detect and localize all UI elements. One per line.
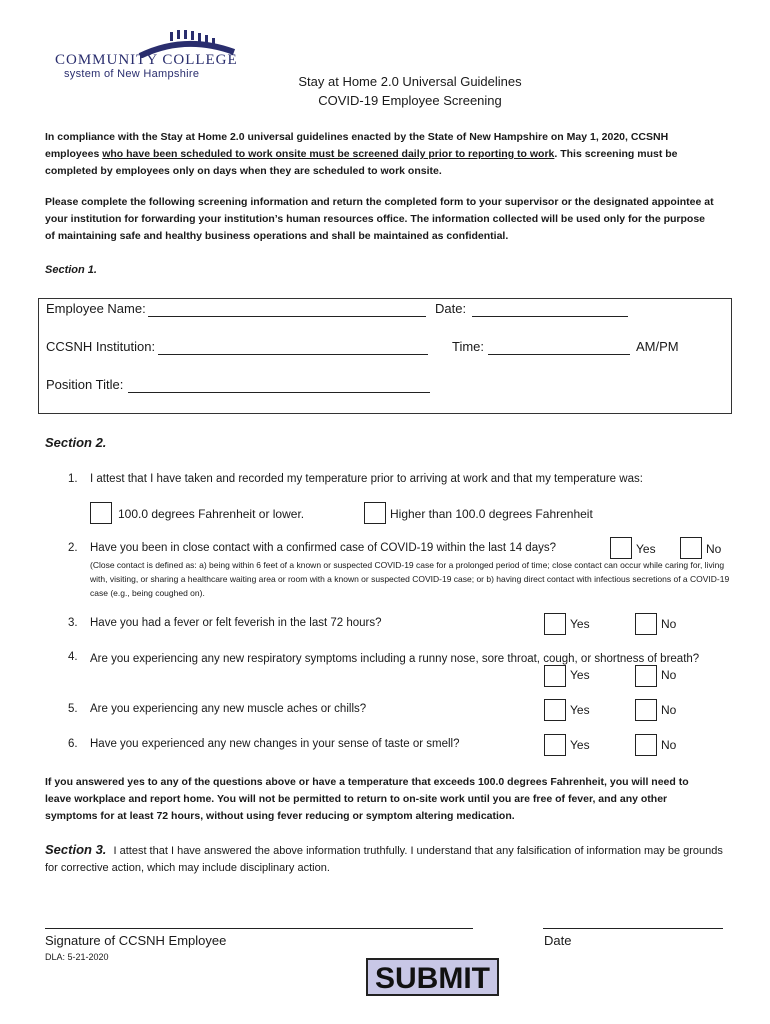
q2-yes-checkbox[interactable] [610,537,632,559]
q6-yes-checkbox[interactable] [544,734,566,756]
temp-low-label: 100.0 degrees Fahrenheit or lower. [118,507,305,521]
date-label: Date: [435,301,467,316]
time-field[interactable] [488,354,630,355]
signature-date-line[interactable] [543,928,723,929]
q6-number: 6. [68,738,78,750]
q5-yes-checkbox[interactable] [544,699,566,721]
logo-subtitle: system of New Hampshire [64,68,200,80]
q3-yes-checkbox[interactable] [544,613,566,635]
employee-name-field[interactable] [148,316,426,317]
q3-yes-label: Yes [570,617,590,631]
q2-text: Have you been in close contact with a confirmed case of COVID-19 within the last 14 days? [90,542,556,554]
q5-no-checkbox[interactable] [635,699,657,721]
fever-warning-text: If you answered yes to any of the questions above or have a temperature that exceeds 100.0 degrees Fahrenheit, you will need to leave workplace and report home. You will not be permitted to return to on-site work until you are free of fever, and any other symptoms for at least 72 hours, without using fever reducing or symptom altering medication. [45,776,689,822]
q5-yes-label: Yes [570,703,590,717]
form-footer-code: DLA: 5-21-2020 [45,952,109,962]
q4-number: 4. [68,651,78,663]
section-3-text: I attest that I have answered the above information truthfully. I understand that any falsification of information may be grounds for corrective action, which may include disciplinary action. [45,845,723,874]
temp-low-checkbox[interactable] [90,502,112,524]
q1-text: I attest that I have taken and recorded my temperature prior to arriving at work and that my temperature was: [90,473,643,485]
q2-no-label: No [706,542,722,556]
q3-no-checkbox[interactable] [635,613,657,635]
form-title-line2: COVID-19 Employee Screening [318,93,502,108]
q6-no-label: No [661,738,677,752]
ampm-label: AM/PM [636,339,679,354]
intro-paragraph-2: Please complete the following screening information and return the completed form to your supervisor or the designated appointee at your institution for forwarding your institution’s human resources office. The information collected will be used only for the purpose of maintaining safe and healthy business operations and shall be maintained as confidential. [45,196,714,242]
section-3-block [45,841,725,877]
q6-no-checkbox[interactable] [635,734,657,756]
time-label: Time: [452,339,485,354]
employee-name-label: Employee Name: [46,301,146,316]
q2-close-contact-note: (Close contact is defined as: a) being within 6 feet of a known or suspected COVID-19 case for a prolonged period of time; close contact can occur while caring for, living with, visiting, or sharing a healthcare waiting area or room with a known or suspected COVID-19 case; or b) having direct contact with infectious secretions of a COVID-19 case (e.g., being coughed on). [90,560,730,598]
q4-text: Are you experiencing any new respiratory symptoms including a runny nose, sore throat, cough, or shortness of breath? [90,653,700,665]
q3-no-label: No [661,617,677,631]
q4-yes-label: Yes [570,668,590,682]
q4-no-checkbox[interactable] [635,665,657,687]
q4-yes-checkbox[interactable] [544,665,566,687]
section-1-heading: Section 1. [45,264,97,276]
institution-field[interactable] [158,354,428,355]
institution-label: CCSNH Institution: [46,339,156,354]
submit-button[interactable]: SUBMIT [366,958,499,996]
section-2-heading: Section 2. [45,435,107,450]
q6-text: Have you experienced any new changes in your sense of taste or smell? [90,738,460,750]
section-3-heading: Section 3. [45,842,107,857]
temp-high-checkbox[interactable] [364,502,386,524]
logo-title: COMMUNITY COLLEGE [55,52,238,68]
q6-yes-label: Yes [570,738,590,752]
position-title-field[interactable] [128,392,430,393]
q3-number: 3. [68,617,78,629]
q2-yes-label: Yes [636,542,656,556]
q5-text: Are you experiencing any new muscle aches or chills? [90,703,367,715]
q5-number: 5. [68,703,78,715]
q2-no-checkbox[interactable] [680,537,702,559]
intro-paragraph-1: In compliance with the Stay at Home 2.0 universal guidelines enacted by the State of New Hampshire on May 1, 2020, CCSNH employees who have been scheduled to work onsite must be screened daily prior to reporting to work. This screening must be completed by employees only on days when they are scheduled to work onsite. [45,131,678,177]
intro-underlined-text: who have been scheduled to work onsite must be screened daily prior to reporting to work [102,148,555,160]
q4-no-label: No [661,668,677,682]
signature-date-label: Date [544,933,572,948]
signature-label: Signature of CCSNH Employee [45,933,227,948]
q1-number: 1. [68,473,78,485]
q3-text: Have you had a fever or felt feverish in the last 72 hours? [90,617,382,629]
form-title-line1: Stay at Home 2.0 Universal Guidelines [298,74,522,89]
q2-number: 2. [68,542,78,554]
temp-high-label: Higher than 100.0 degrees Fahrenheit [390,507,593,521]
q5-no-label: No [661,703,677,717]
signature-line[interactable] [45,928,473,929]
position-title-label: Position Title: [46,377,124,392]
date-field[interactable] [472,316,628,317]
